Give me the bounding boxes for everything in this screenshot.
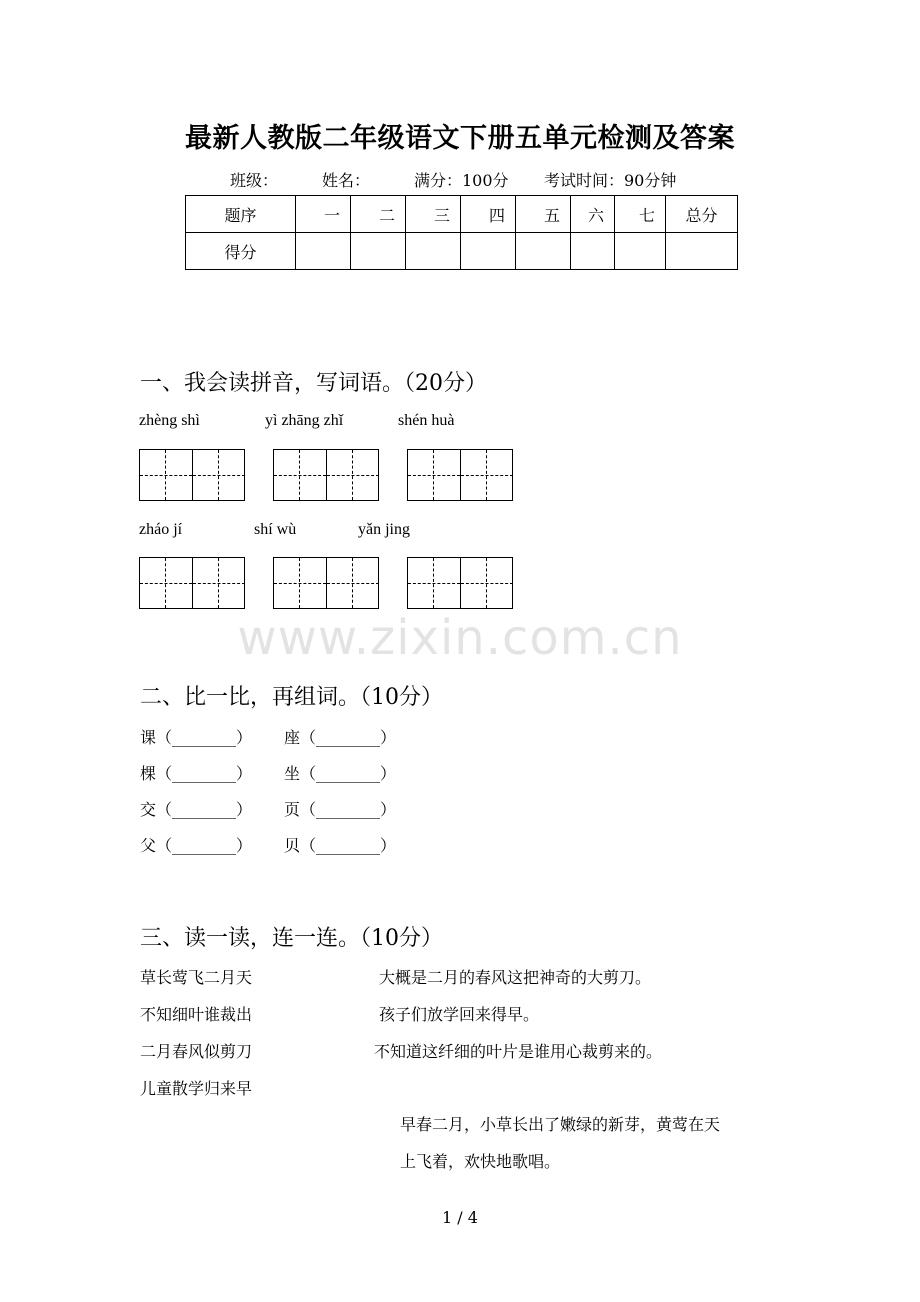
table-cell: 总分 bbox=[666, 196, 738, 233]
poem-line[interactable]: 草长莺飞二月天 bbox=[140, 968, 253, 987]
score-table-header-row bbox=[186, 196, 738, 233]
table-cell: 三 bbox=[406, 196, 461, 233]
word-blank[interactable]: 坐（________） bbox=[284, 764, 397, 783]
section-3-heading: 三、读一读，连一连。（10分） bbox=[140, 926, 443, 951]
meaning-line[interactable]: 早春二月，小草长出了嫩绿的新芽，黄莺在天 bbox=[400, 1115, 721, 1134]
score-table-score-row bbox=[186, 233, 738, 270]
pinyin-label: zhèng shì bbox=[139, 412, 200, 429]
pinyin-label: yǎn jing bbox=[358, 521, 410, 538]
table-cell: 七 bbox=[615, 196, 666, 233]
word-blank[interactable]: 页（________） bbox=[284, 800, 397, 819]
score-table bbox=[185, 195, 738, 270]
class-label: 班级： bbox=[230, 171, 279, 190]
full-marks: 满分：100分 bbox=[414, 171, 509, 190]
watermark: www.zixin.com.cn bbox=[237, 610, 683, 666]
score-cell[interactable] bbox=[615, 233, 666, 270]
score-cell[interactable] bbox=[351, 233, 406, 270]
writing-grid[interactable] bbox=[139, 449, 245, 501]
meaning-line[interactable]: 不知道这纤细的叶片是谁用心裁剪来的。 bbox=[374, 1042, 663, 1061]
section-2-heading: 二、比一比，再组词。（10分） bbox=[140, 685, 443, 710]
poem-line[interactable]: 二月春风似剪刀 bbox=[140, 1042, 253, 1061]
writing-grid[interactable] bbox=[407, 449, 513, 501]
score-cell[interactable] bbox=[666, 233, 738, 270]
page-title: 最新人教版二年级语文下册五单元检测及答案 bbox=[185, 123, 735, 154]
score-cell[interactable] bbox=[461, 233, 516, 270]
name-label: 姓名： bbox=[322, 171, 371, 190]
pinyin-label: shén huà bbox=[398, 412, 455, 429]
writing-grid[interactable] bbox=[273, 449, 379, 501]
table-cell: 得分 bbox=[186, 233, 296, 270]
section-1-heading: 一、我会读拼音，写词语。（20分） bbox=[140, 371, 487, 396]
exam-time: 考试时间：90分钟 bbox=[544, 171, 677, 190]
score-cell[interactable] bbox=[516, 233, 571, 270]
table-cell: 二 bbox=[351, 196, 406, 233]
writing-grid[interactable] bbox=[273, 557, 379, 609]
score-cell[interactable] bbox=[296, 233, 351, 270]
meaning-line[interactable]: 大概是二月的春风这把神奇的大剪刀。 bbox=[379, 968, 652, 987]
word-blank[interactable]: 贝（________） bbox=[284, 836, 397, 855]
pinyin-label: shí wù bbox=[254, 521, 297, 538]
poem-line[interactable]: 不知细叶谁裁出 bbox=[140, 1005, 253, 1024]
word-blank[interactable]: 棵（________） bbox=[140, 764, 253, 783]
poem-line[interactable]: 儿童散学归来早 bbox=[140, 1079, 253, 1098]
table-cell: 六 bbox=[571, 196, 615, 233]
page-number: 1 / 4 bbox=[442, 1208, 478, 1227]
table-cell: 五 bbox=[516, 196, 571, 233]
table-cell: 四 bbox=[461, 196, 516, 233]
meaning-line-continued: 上飞着，欢快地歌唱。 bbox=[400, 1152, 561, 1171]
word-blank[interactable]: 座（________） bbox=[284, 728, 397, 747]
score-cell[interactable] bbox=[406, 233, 461, 270]
word-blank[interactable]: 交（________） bbox=[140, 800, 253, 819]
writing-grid[interactable] bbox=[139, 557, 245, 609]
pinyin-label: zháo jí bbox=[139, 521, 183, 538]
table-cell: 一 bbox=[296, 196, 351, 233]
meaning-line[interactable]: 孩子们放学回来得早。 bbox=[379, 1005, 540, 1024]
writing-grid[interactable] bbox=[407, 557, 513, 609]
table-cell: 题序 bbox=[186, 196, 296, 233]
pinyin-label: yì zhāng zhǐ bbox=[265, 412, 344, 429]
word-blank[interactable]: 父（________） bbox=[140, 836, 253, 855]
score-cell[interactable] bbox=[571, 233, 615, 270]
word-blank[interactable]: 课（________） bbox=[140, 728, 253, 747]
